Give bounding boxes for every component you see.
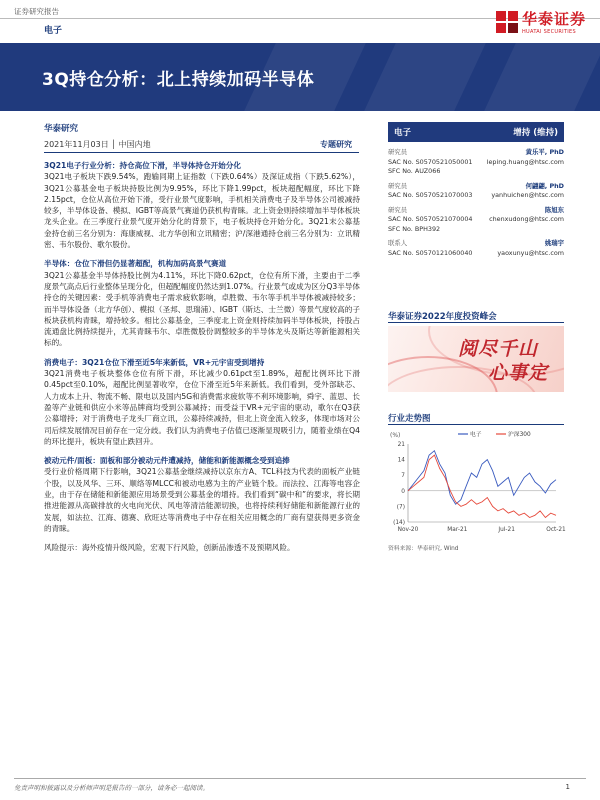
analyst-role: 联系人 (388, 239, 408, 247)
page-number: 1 (565, 783, 570, 791)
section-body: 3Q21公募基金半导体持股比例为4.11%，环比下降0.62pct，仓位有所下滑，主要由于二季度景气高点后行业整体呈现分化，但超配幅度仍然达到1.07%。行业景气或成为区分Q3半导体持仓的关键因素：受手机等消费电子需求疲软影响，卓胜微、韦尔等手机半导体被减持较多；而半导体设备（北方华创）、模拟（圣邦、思瑞浦）、IGBT（斯达、士兰微）等景气度较高的子板块获机构青睐，增持较多。相比公募基金，三季度北上资金则持续加码半导体板块，持股占流通盘比例持续提升，尤其青睐韦尔、卓胜微股份调整较多的半导体龙头及斯达等新能源相关标的。 (44, 270, 360, 348)
y-tick-label: (7) (396, 504, 405, 511)
y-tick-label: 0 (401, 488, 405, 495)
trend-divider (388, 424, 564, 425)
trend-chart-title: 行业走势图 (388, 414, 431, 424)
section-risk (44, 542, 360, 553)
footer-divider (14, 778, 586, 779)
logo-mark-icon (496, 11, 518, 33)
section-consumer-electronics (44, 357, 360, 447)
sidebar (388, 122, 564, 263)
analyst-email[interactable]: yaoxunyu@htsc.com (497, 248, 564, 257)
analyst-role: 研究员 (388, 205, 408, 214)
section-industry (44, 160, 360, 250)
analyst-sfc: SFC No. AUZ066 (388, 167, 441, 175)
conference-title: 华泰证券2022年度投资峰会 (388, 312, 497, 322)
analyst-email[interactable]: yanhuichen@htsc.com (491, 191, 564, 199)
x-tick-label: Oct-21 (546, 527, 566, 533)
research-org: 华泰研究 (44, 124, 79, 134)
meta-divider (44, 152, 359, 153)
report-label: 证券研究报告 (14, 7, 59, 16)
analyst-name: 何翩翩, PhD (525, 181, 564, 190)
analyst-sac: SAC No. S0570521070003 (388, 191, 473, 199)
section-head: 消费电子：3Q21仓位下滑至近5年来新低，VR+元宇宙受到增持 (44, 357, 265, 367)
x-tick-label: Jul-21 (498, 527, 515, 533)
section-passive-panel (44, 455, 360, 534)
section-semiconductor (44, 258, 360, 348)
huatai-logo (496, 8, 586, 35)
logo-cn-text: 华泰证券 (521, 10, 586, 28)
sector-tag: 电子 (44, 26, 63, 36)
sidebar-sector: 电子 (394, 128, 412, 138)
analyst-role: 研究员 (388, 181, 408, 190)
analyst-entry (388, 182, 564, 201)
main-body (44, 160, 360, 562)
analyst-sfc: SFC No. BPH392 (388, 224, 441, 233)
section-body: 3Q21电子板块下跌9.54%，跑输同期上证指数（下跌0.64%）及深证成指（下跌5.62%），3Q21公募基金电子板块持股比例为9.95%，环比下降1.99pct，板块超配幅度，环比下降2.15pct，仓位从高位开始下滑，受行业景气度影响，手机相关消费电子及半导体公司被减持较多，半导体设备、模拟、IGBT等高景气赛道仍获机构青睐。北上资金则持续增加半导体板块龙头企业。在三季度行业景气度开始分化的背景下，电子板块持仓开始分化。3Q21末公募基金持仓前三名分别为：海康威视、北方华创和立讯精密；沪/深港通持仓前三名分别为：立讯精密、韦尔股份、歌尔股份。 (44, 172, 360, 250)
analyst-name: 黄乐平, PhD (525, 148, 564, 156)
analyst-sac: SAC No. S0570121060040 (388, 248, 473, 257)
title-banner (0, 43, 600, 111)
conference-divider (388, 322, 564, 323)
conference-banner-image[interactable] (388, 326, 564, 392)
report-date: 2021年11月03日 │ 中国内地 (44, 140, 151, 149)
report-type: 专题研究 (320, 140, 352, 149)
rating-bar (388, 122, 564, 142)
analyst-email[interactable]: leping.huang@htsc.com (486, 157, 564, 166)
analyst-entry (388, 239, 564, 258)
y-unit-label: (%) (390, 432, 401, 439)
legend-label-1: 沪深300 (508, 432, 531, 438)
section-body: 3Q21消费电子板块整体仓位有所下滑，环比减少0.61pct至1.89%，超配比例环比下滑0.45pct至0.10%，超配比例显著收窄，仓位下滑至近5年来新低。我们看到，受外部缺芯、人力成本上升、物流不畅、限电以及国内5G和消费需求疲软等不利环境影响，舜宇、蓝思、长盈等产业链和供应小米等品牌商均受到公募减持；而受益于VR+元宇宙的驱动，歌尔在Q3获公募增持；对于消费电子龙头厂商立讯，公募持续减持，但北上资金流入较多，体现市场对公司后续发展情况目前存在一定分歧。我们认为消费电子估值已逐渐显现吸引力，随着业绩在Q4的环比提升，板块有望止跌回升。 (44, 369, 360, 446)
section-head: 半导体：仓位下滑但仍显著超配，机构加码高景气赛道 (44, 259, 227, 269)
analyst-sac: SAC No. S0570521070004 (388, 215, 473, 223)
y-tick-label: 21 (397, 442, 405, 448)
analyst-list (388, 148, 564, 258)
y-tick-label: 14 (397, 457, 405, 464)
footer-disclaimer: 免责声明和披露以及分析师声明是报告的一部分，请务必一起阅读。 (14, 784, 209, 792)
x-tick-label: Mar-21 (447, 527, 468, 533)
conference-art-line2: 心事定 (488, 362, 549, 384)
logo-en-text: HUATAI SECURITIES (521, 29, 576, 35)
analyst-name: 陈旭东 (544, 205, 564, 214)
section-body: 受行业价格周期下行影响，3Q21公募基金继续减持以京东方A、TCL科技为代表的面板产业链个股，以及风华、三环、顺络等MLCC和被动电感为主的产业链个股。而法拉、江海等电容企业，由于存在储能和新能源应用场景受到公募基金的增持。我们看到“碳中和”的要求，将长期推进能源从高碳排放的火电向光伏、风电等清洁能源切换，也将持续利好储能和新能源行业的发展，如法拉、江海、德赛、欣旺达等消费电子中存在相关应用概念的厂商有望获得更多资金的青睐。 (44, 467, 360, 533)
risk-notice: 风险提示：海外疫情升级风险，宏观下行风险，创新品渗透不及预期风险。 (44, 543, 295, 553)
section-head: 被动元件/面板：面板和部分被动元件遭减持，储能和新能源概念受到追捧 (44, 456, 290, 466)
conference-art-line1: 阅尽千山 (458, 338, 539, 360)
analyst-email[interactable]: chenxudong@htsc.com (489, 215, 564, 223)
analyst-sac: SAC No. S0570521050001 (388, 157, 473, 166)
report-title: 3Q持仓分析：北上持续加码半导体 (42, 70, 315, 90)
analyst-name: 姚瑞宇 (544, 239, 564, 247)
rating-value: 增持 (维持) (513, 128, 558, 138)
analyst-entry (388, 206, 564, 235)
x-tick-label: Nov-20 (397, 527, 419, 533)
y-tick-label: (14) (393, 520, 405, 526)
chart-source: 资料来源：华泰研究, Wind (388, 546, 459, 552)
section-head: 3Q21电子行业分析：持仓高位下滑，半导体持仓开始分化 (44, 161, 241, 170)
analyst-role: 研究员 (388, 148, 408, 156)
analyst-entry (388, 148, 564, 177)
y-tick-label: 7 (401, 473, 405, 480)
legend-label-0: 电子 (470, 432, 482, 438)
industry-trend-chart (388, 428, 568, 540)
